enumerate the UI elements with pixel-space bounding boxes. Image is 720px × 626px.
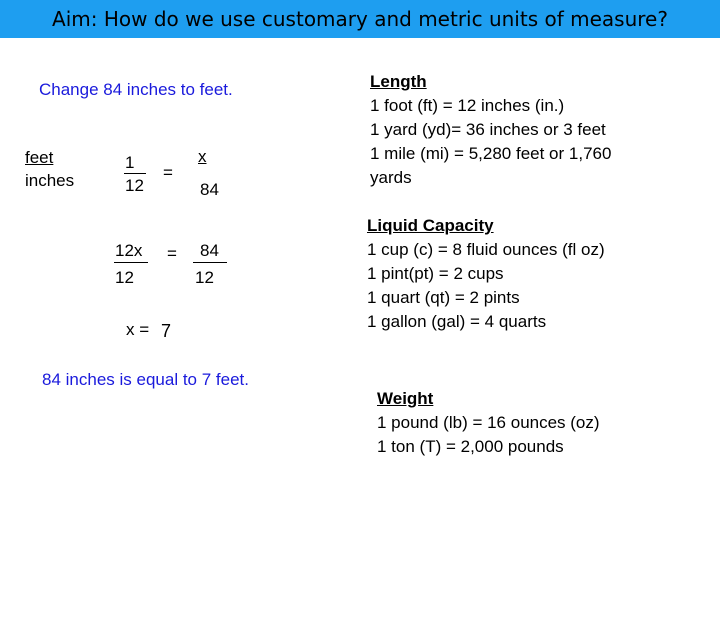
problem-question: Change 84 inches to feet. xyxy=(39,80,233,99)
weight-heading: Weight xyxy=(377,389,434,408)
cross-left-fraction-bar xyxy=(114,262,148,263)
unit-feet-label: feet xyxy=(25,148,54,167)
liquid-capacity-line: 1 pint(pt) = 2 cups xyxy=(367,264,504,283)
equals-sign-1: = xyxy=(163,163,173,182)
answer-statement: 84 inches is equal to 7 feet. xyxy=(42,370,249,389)
ratio1-fraction-bar xyxy=(124,173,146,174)
length-line: yards xyxy=(370,168,412,187)
solution-label: x = xyxy=(126,320,150,339)
length-section xyxy=(370,70,611,190)
length-line: 1 foot (ft) = 12 inches (in.) xyxy=(370,96,565,115)
ratio2-denominator: 84 xyxy=(200,180,219,199)
ratio1-denominator: 12 xyxy=(125,176,144,195)
equals-sign-2: = xyxy=(167,244,177,263)
liquid-capacity-line: 1 gallon (gal) = 4 quarts xyxy=(367,312,547,331)
slide-title: Aim: How do we use customary and metric units of measure? xyxy=(52,7,668,31)
liquid-capacity-line: 1 quart (qt) = 2 pints xyxy=(367,288,520,307)
liquid-capacity-section xyxy=(367,214,605,334)
unit-inches-label: inches xyxy=(25,171,75,190)
weight-section xyxy=(377,387,600,459)
weight-line: 1 ton (T) = 2,000 pounds xyxy=(377,437,564,456)
cross-left-numerator: 12x xyxy=(115,241,143,260)
cross-right-fraction-bar xyxy=(193,262,227,263)
weight-line: 1 pound (lb) = 16 ounces (oz) xyxy=(377,413,600,432)
cross-right-denominator: 12 xyxy=(195,268,214,287)
solution-value: 7 xyxy=(161,321,172,341)
liquid-capacity-heading: Liquid Capacity xyxy=(367,216,494,235)
length-line: 1 yard (yd)= 36 inches or 3 feet xyxy=(370,120,606,139)
liquid-capacity-line: 1 cup (c) = 8 fluid ounces (fl oz) xyxy=(367,240,605,259)
cross-left-denominator: 12 xyxy=(115,268,134,287)
ratio1-numerator: 1 xyxy=(125,153,135,172)
cross-right-numerator: 84 xyxy=(200,241,219,260)
length-line: 1 mile (mi) = 5,280 feet or 1,760 xyxy=(370,144,612,163)
length-heading: Length xyxy=(370,72,427,91)
ratio2-numerator: x xyxy=(198,147,207,166)
